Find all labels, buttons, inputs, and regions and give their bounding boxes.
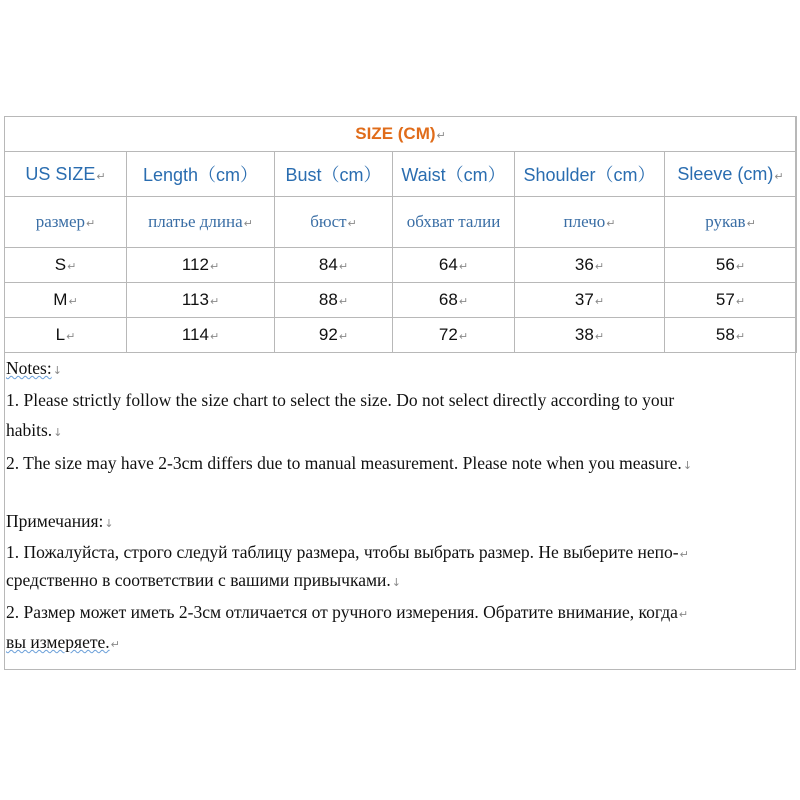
note-ru-2-cont: вы измеряете.↵ — [6, 632, 120, 652]
note-en-1-cont: habits.↓ — [6, 420, 63, 440]
header-length: Length（cm） — [142, 165, 259, 185]
cell-size: L — [55, 325, 66, 344]
cell-waist: 68 — [438, 290, 458, 309]
title-row: SIZE (CM)↵ — [5, 117, 797, 152]
cell-size: S — [54, 255, 67, 274]
cell-sleeve: 56 — [715, 255, 735, 274]
header-ru-length: платье длина — [148, 212, 243, 231]
cell-waist: 72 — [438, 325, 458, 344]
table-row: L↵ 114↵ 92↵ 72↵ 38↵ 58↵ — [5, 318, 797, 353]
cell-bust: 92 — [318, 325, 338, 344]
header-ru-shoulder: плечо — [563, 212, 606, 231]
header-sleeve: Sleeve (cm) — [677, 163, 774, 184]
notes-ru-heading-line: Примечания:↓ — [6, 511, 114, 531]
notes-heading: Notes: — [6, 358, 52, 378]
cell-bust: 84 — [318, 255, 338, 274]
note-en-1: 1. Please strictly follow the size chart to select the size. Do not select directly according to your — [6, 390, 675, 410]
header-ru-size: размер — [35, 212, 86, 231]
header-bust: Bust（cm） — [285, 165, 382, 185]
cell-size: M — [53, 290, 68, 309]
note-ru-1-cont: средственно в соответствии с вашими привычками.↓ — [6, 570, 401, 590]
cell-length: 114 — [181, 325, 209, 344]
header-ru-waist: обхват талии — [406, 212, 501, 231]
header-shoulder: Shoulder（cm） — [523, 165, 656, 185]
cell-length: 112 — [181, 255, 209, 274]
note-en-2: 2. The size may have 2-3cm differs due to manual measurement. Please note when you measure.↓ — [6, 453, 693, 473]
cell-shoulder: 38 — [574, 325, 594, 344]
table-row: S↵ 112↵ 84↵ 64↵ 36↵ 56↵ — [5, 248, 797, 283]
cell-shoulder: 37 — [574, 290, 594, 309]
table-row: M↵ 113↵ 88↵ 68↵ 37↵ 57↵ — [5, 283, 797, 318]
cell-waist: 64 — [438, 255, 458, 274]
table-title: SIZE (CM) — [355, 124, 436, 143]
note-ru-1: 1. Пожалуйста, строго следуй таблицу размера, чтобы выбрать размер. Не выберите непо-↵ — [6, 542, 689, 562]
note-ru-2: 2. Размер может иметь 2-3см отличается от ручного измерения. Обратите внимание, когда↵ — [6, 602, 689, 622]
header-waist: Waist（cm） — [401, 165, 506, 185]
header-row-russian: размер↵ платье длина↵ бюст↵ обхват талии плечо↵ рукав↵ — [5, 197, 797, 248]
cell-sleeve: 57 — [715, 290, 735, 309]
cell-length: 113 — [181, 290, 209, 309]
notes-ru-heading: Примечания: — [6, 511, 104, 531]
size-table — [4, 116, 797, 353]
cell-shoulder: 36 — [574, 255, 594, 274]
header-ru-bust: бюст — [310, 212, 347, 231]
cell-bust: 88 — [318, 290, 338, 309]
header-ru-sleeve: рукав — [705, 212, 746, 231]
cell-sleeve: 58 — [715, 325, 735, 344]
header-row: US SIZE↵ Length（cm） Bust（cm） Waist（cm） Shoulder（cm） Sleeve (cm)↵ — [5, 152, 797, 197]
notes-heading-line: Notes:↓ — [6, 358, 62, 378]
header-us-size: US SIZE — [25, 163, 96, 184]
